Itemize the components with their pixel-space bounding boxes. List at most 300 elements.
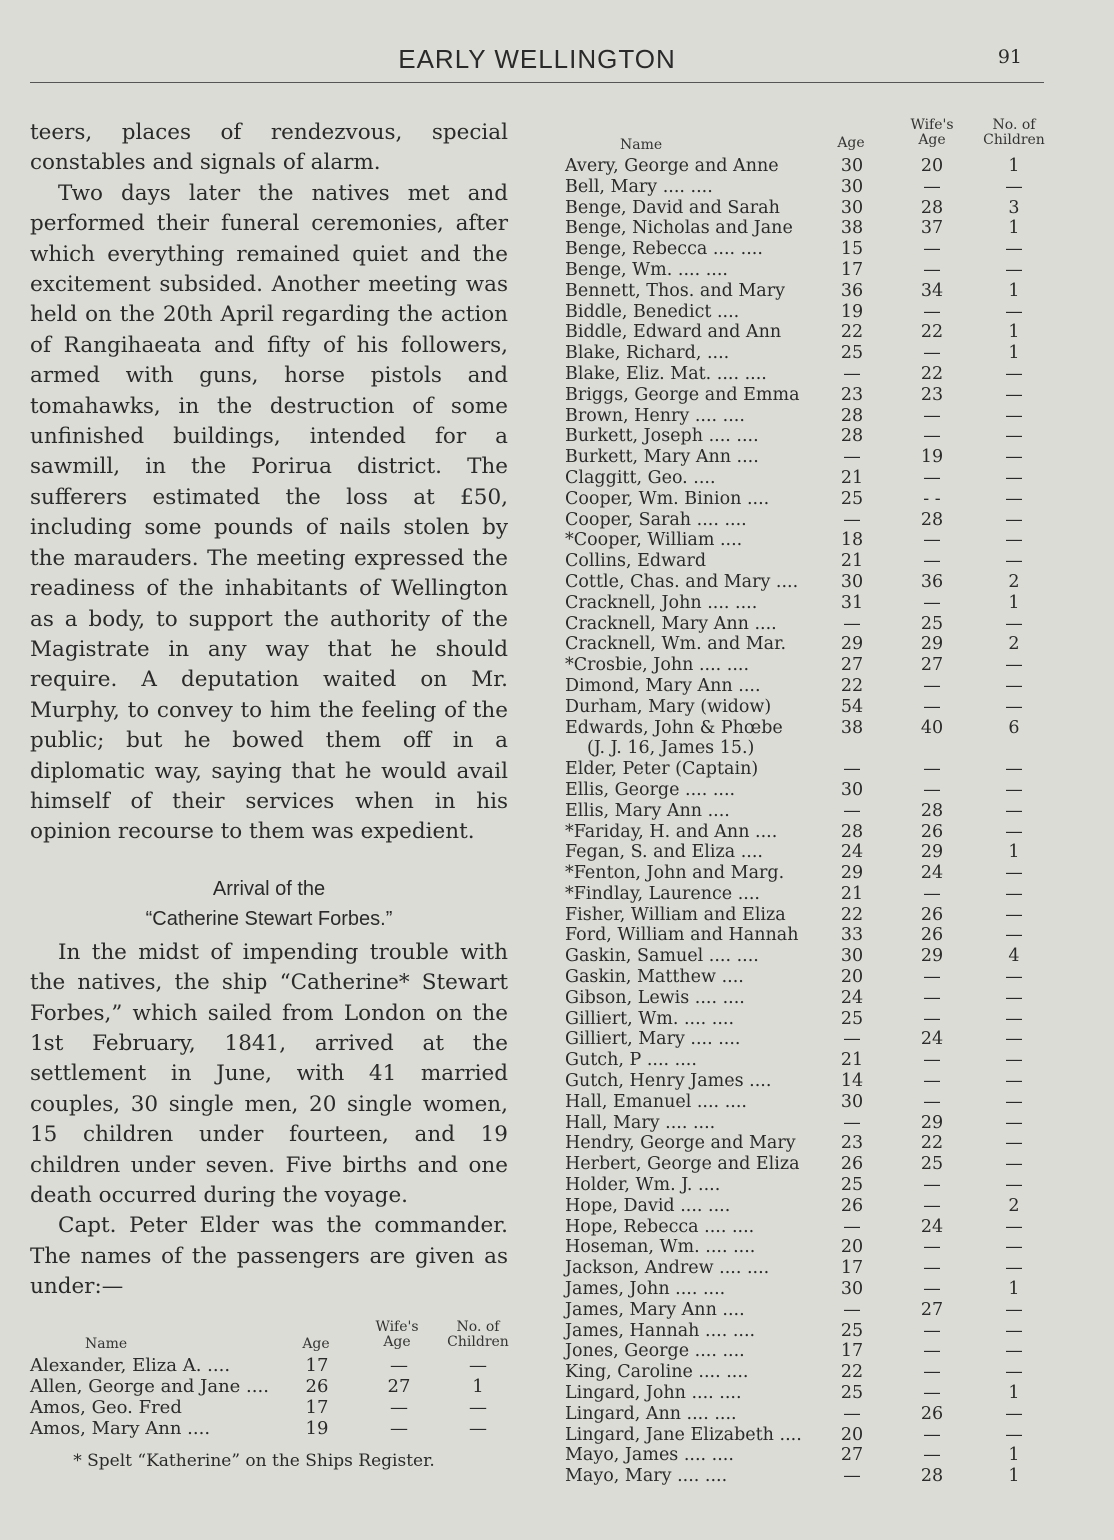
wife-age: 26 [920,904,944,925]
children-count: — [1005,675,1023,696]
passenger-name: Lingard, Jane Elizabeth .... [565,1424,802,1445]
children-count: 1 [1008,322,1020,343]
passenger-age: 27 [840,655,864,676]
children-count: 1 [1008,156,1020,176]
passenger-name: Dimond, Mary Ann .... [565,675,761,696]
passenger-name: Benge, David and Sarah [565,197,780,218]
wife-age: 23 [920,384,944,405]
passenger-name: Benge, Rebecca .... .... [565,239,763,260]
passenger-name: Blake, Eliz. Mat. .... .... [565,363,767,384]
children-count: 1 [1008,1383,1020,1404]
passenger-row [565,489,1055,510]
children-count: — [1005,904,1023,925]
passenger-name: Hall, Mary .... .... [565,1112,716,1133]
passenger-row [565,967,1055,988]
wife-age: — [923,426,941,447]
passenger-row [565,1279,1055,1300]
wife-age: — [923,1424,941,1445]
passenger-row [565,322,1055,343]
passenger-name: Collins, Edward [565,551,707,572]
passenger-name: Brown, Henry .... .... [565,405,745,426]
wife-age: 34 [920,280,944,301]
passenger-row [565,905,1055,926]
wife-age: 26 [920,925,944,946]
wife-age: — [923,1279,941,1300]
passenger-age: — [843,1466,861,1487]
passenger-name: Briggs, George and Emma [565,384,800,405]
passenger-name: *Crosbie, John .... .... [565,655,750,676]
children-count: — [1005,488,1023,509]
passenger-age: 22 [840,1362,864,1383]
passenger-age: 22 [840,322,864,343]
children-count: — [1005,759,1023,780]
passenger-age: — [843,363,861,384]
passenger-age: 28 [840,426,864,447]
wife-age: 29 [920,842,944,863]
passenger-name: Elder, Peter (Captain) [565,759,759,780]
wife-age: 36 [920,571,944,592]
wife-age: 22 [920,322,944,343]
col-header-children: No. of Children [447,1318,509,1350]
children-count: — [1005,239,1023,260]
passenger-row [565,634,1055,655]
wife-age: 22 [920,1133,944,1154]
left-column [30,118,508,1471]
children-count: 1 [1008,1279,1020,1300]
passenger-row [565,1341,1055,1362]
running-title: EARLY WELLINGTON [398,44,676,74]
passenger-row [30,1397,508,1418]
passenger-name: Alexander, Eliza A. .... [30,1354,231,1376]
children-count: — [1005,779,1023,800]
passenger-age: 19 [840,301,864,322]
passenger-row [565,1133,1055,1154]
passenger-name: Hall, Emanuel .... .... [565,1091,747,1112]
wife-age: — [923,1050,941,1071]
children-count: 3 [1008,197,1020,218]
children-count: 1 [1008,1445,1020,1466]
passenger-age: 38 [840,717,864,738]
wife-age: — [923,1091,941,1112]
children-count: 1 [472,1375,484,1397]
passenger-age: — [843,1403,861,1424]
wife-age: 25 [920,1154,944,1175]
wife-age: 28 [920,1466,944,1487]
passenger-name: Burkett, Joseph .... .... [565,426,759,447]
passenger-age: 20 [840,1424,864,1445]
passenger-name: James, Hannah .... .... [565,1320,756,1341]
col-header-age: Age [837,135,865,151]
passenger-age: — [843,613,861,634]
passenger-age: 30 [840,571,864,592]
wife-age: — [923,530,941,551]
passenger-name: Gilliert, Wm. .... .... [565,1008,735,1029]
passenger-age: 27 [840,1445,864,1466]
passenger-name: Holder, Wm. J. .... [565,1175,721,1196]
right-passenger-table [565,156,1055,1487]
passenger-row [565,281,1055,302]
passenger-row [565,156,1055,177]
passenger-row [565,1175,1055,1196]
page-number: 91 [997,46,1022,68]
passenger-row [565,1383,1055,1404]
wife-age: - - [923,488,941,509]
passenger-age: 17 [305,1354,329,1376]
passenger-name: Biddle, Edward and Ann [565,322,782,343]
wife-age: 28 [920,800,944,821]
passenger-age: 36 [840,280,864,301]
passenger-age: 31 [840,592,864,613]
col-header-age: Age [302,1335,330,1352]
wife-age: — [923,1071,941,1092]
children-count: 1 [1008,592,1020,613]
wife-age: 24 [920,1216,944,1237]
passenger-row [565,1362,1055,1383]
passenger-row [565,364,1055,385]
children-count: — [1005,1258,1023,1279]
children-count: — [1005,1112,1023,1133]
children-count: — [1005,987,1023,1008]
wife-age: — [390,1354,408,1376]
passenger-row [565,614,1055,635]
wife-age: 29 [920,1112,944,1133]
children-count: — [1005,696,1023,717]
children-count: — [1005,1008,1023,1029]
passenger-name: *Fariday, H. and Ann .... [565,821,778,842]
wife-age: — [923,592,941,613]
passenger-age: 21 [840,883,864,904]
wife-age: — [923,987,941,1008]
passenger-row [565,1029,1055,1050]
passenger-name: Bennett, Thos. and Mary [565,280,785,301]
children-count: — [1005,821,1023,842]
passenger-age: 30 [840,1279,864,1300]
children-count: — [1005,405,1023,426]
section-heading-line-2: “Catherine Stewart Forbes.” [145,907,393,930]
passenger-age: — [843,1112,861,1133]
wife-age: 27 [387,1375,411,1397]
children-count: — [1005,1341,1023,1362]
passenger-age: 14 [840,1071,864,1092]
passenger-row [565,1217,1055,1238]
passenger-row [565,1258,1055,1279]
wife-age: — [923,1237,941,1258]
passenger-row [565,946,1055,967]
passenger-age: 30 [840,176,864,197]
children-count: — [1005,1216,1023,1237]
passenger-row [565,842,1055,863]
passenger-name: Cracknell, Wm. and Mar. [565,634,787,655]
passenger-row [565,551,1055,572]
passenger-name: Gutch, P .... .... [565,1050,697,1071]
passenger-age: 25 [840,343,864,364]
passenger-name: James, John .... .... [565,1279,726,1300]
passenger-age: 30 [840,1091,864,1112]
passenger-row [565,822,1055,843]
passenger-row [565,1009,1055,1030]
children-count: — [1005,800,1023,821]
children-count: — [1005,1133,1023,1154]
passenger-age: — [843,1029,861,1050]
passenger-name: Mayo, Mary .... .... [565,1466,728,1487]
children-count: — [1005,925,1023,946]
passenger-row [565,1154,1055,1175]
wife-age: 40 [920,717,944,738]
passenger-row [565,1092,1055,1113]
passenger-age: 17 [305,1396,329,1418]
children-count: — [1005,1175,1023,1196]
wife-age: — [923,551,941,572]
passenger-name: Cracknell, Mary Ann .... [565,613,777,634]
wife-age: — [923,1445,941,1466]
passenger-row [565,572,1055,593]
passenger-row [565,1404,1055,1425]
passenger-row [565,218,1055,239]
passenger-row [565,198,1055,219]
wife-age: — [923,1175,941,1196]
passenger-name: Hoseman, Wm. .... .... [565,1237,756,1258]
children-count: — [1005,1320,1023,1341]
children-count: — [1005,863,1023,884]
wife-age: — [923,696,941,717]
children-count: — [1005,1029,1023,1050]
passenger-age: 30 [840,779,864,800]
passenger-age: 28 [840,405,864,426]
passenger-name: *Fenton, John and Marg. [565,863,785,884]
passenger-row [565,447,1055,468]
children-count: — [1005,1091,1023,1112]
wife-age: — [923,405,941,426]
wife-age: — [923,176,941,197]
wife-age: — [923,343,941,364]
wife-age: — [390,1396,408,1418]
passenger-row [565,1425,1055,1446]
paragraph-arrival: In the midst of impending trouble with the natives, the ship “Catherine* Stewart Forbes,” which sailed from London on the 1st February, 1841, arrived at the settlement in June, with 41 married couples, 30 single men, 20 single women, 15 children under fourteen, and 19 children under seven. Five births and one death occurred during the voyage. [30,939,508,1208]
passenger-row [565,1321,1055,1342]
passenger-row [565,1237,1055,1258]
paragraph-passengers-intro: Capt. Peter Elder was the commander. The names of the passengers are given as under:— [30,1213,508,1300]
passenger-row [565,697,1055,718]
passenger-age: 21 [840,1050,864,1071]
passenger-age: — [843,759,861,780]
passenger-name: *Findlay, Laurence .... [565,883,760,904]
wife-age: 28 [920,197,944,218]
passenger-row [565,1466,1055,1487]
passenger-name: *Cooper, William .... [565,530,743,551]
passenger-row [565,177,1055,198]
wife-age: 26 [920,821,944,842]
passenger-name: Ellis, Mary Ann .... [565,800,730,821]
page-header [30,40,1044,83]
passenger-row [565,302,1055,323]
passenger-age: 29 [840,634,864,655]
wife-age: — [923,1383,941,1404]
wife-age: — [923,239,941,260]
passenger-row [565,1196,1055,1217]
passenger-row [565,468,1055,489]
passenger-name: Biddle, Benedict .... [565,301,740,322]
passenger-name: Jackson, Andrew .... .... [565,1258,770,1279]
col-header-children: No. of Children [983,117,1045,148]
passenger-age: 22 [840,675,864,696]
wife-age: — [390,1417,408,1439]
wife-age: — [923,967,941,988]
passenger-name: Edwards, John & Phœbe [565,717,783,738]
passenger-name: Amos, Geo. Fred [30,1396,182,1418]
passenger-name: Cooper, Sarah .... .... [565,509,747,530]
children-count: — [1005,1362,1023,1383]
passenger-age: 23 [840,1133,864,1154]
wife-age: 37 [920,218,944,239]
passenger-age: 20 [840,1237,864,1258]
children-count: — [1005,363,1023,384]
passenger-name: (J. J. 16, James 15.) [587,738,755,759]
passenger-name: James, Mary Ann .... [565,1299,745,1320]
passenger-name: Blake, Richard, .... [565,343,730,364]
wife-age: — [923,1008,941,1029]
footnote: * Spelt “Katherine” on the Ships Register. [73,1450,435,1471]
wife-age: 25 [920,613,944,634]
wife-age: 28 [920,509,944,530]
children-count: — [1005,447,1023,468]
passenger-row [565,530,1055,551]
passenger-name: Hope, David .... .... [565,1195,731,1216]
passenger-age: — [843,1299,861,1320]
passenger-row [565,780,1055,801]
children-count: — [1005,655,1023,676]
wife-age: — [923,883,941,904]
children-count: — [1005,1050,1023,1071]
children-count: 2 [1008,1195,1020,1216]
children-count: — [1005,1424,1023,1445]
passenger-age: 29 [840,863,864,884]
passenger-age: 26 [305,1375,329,1397]
passenger-row [565,925,1055,946]
passenger-row [565,426,1055,447]
wife-age: — [923,1362,941,1383]
section-heading-line-1: Arrival of the [212,877,326,900]
passenger-age: 33 [840,925,864,946]
left-passenger-table [30,1355,508,1439]
wife-age: 27 [920,655,944,676]
wife-age: 22 [920,363,944,384]
passenger-age: 26 [840,1195,864,1216]
children-count: 1 [1008,842,1020,863]
passenger-row [30,1418,508,1439]
wife-age: 27 [920,1299,944,1320]
wife-age: — [923,779,941,800]
passenger-age: 17 [840,1341,864,1362]
children-count: — [1005,1299,1023,1320]
passenger-age: 20 [840,967,864,988]
children-count: 4 [1008,946,1020,967]
wife-age: — [923,675,941,696]
passenger-name: Gilliert, Mary .... .... [565,1029,741,1050]
passenger-name: Fegan, S. and Eliza .... [565,842,763,863]
passenger-row [565,801,1055,822]
col-header-wife-age: Wife's Age [375,1318,419,1350]
wife-age: 29 [920,946,944,967]
passenger-age: 30 [840,197,864,218]
passenger-age: — [843,1216,861,1237]
passenger-row [565,655,1055,676]
passenger-row [565,1300,1055,1321]
children-count: — [1005,551,1023,572]
wife-age: — [923,467,941,488]
passenger-row [565,676,1055,697]
passenger-row [565,759,1055,780]
passenger-row [565,884,1055,905]
wife-age: — [923,1341,941,1362]
wife-age: — [923,259,941,280]
passenger-row [565,385,1055,406]
children-count: — [1005,883,1023,904]
passenger-name: Herbert, George and Eliza [565,1154,800,1175]
passenger-age: — [843,447,861,468]
children-count: — [1005,967,1023,988]
passenger-row [30,1376,508,1397]
passenger-name: Lingard, Ann .... .... [565,1403,737,1424]
passenger-age: 17 [840,259,864,280]
children-count: — [1005,176,1023,197]
children-count: — [1005,1071,1023,1092]
right-table-header [565,116,1055,156]
wife-age: 20 [920,156,944,176]
passenger-name: Cracknell, John .... .... [565,592,758,613]
children-count: 1 [1008,280,1020,301]
passenger-age: 21 [840,551,864,572]
passenger-name: Jones, George .... .... [565,1341,745,1362]
passenger-row [565,738,1055,759]
passenger-row [565,239,1055,260]
wife-age: — [923,1258,941,1279]
passenger-row [565,1113,1055,1134]
passenger-name: King, Caroline .... .... [565,1362,749,1383]
passenger-row [565,1071,1055,1092]
passenger-name: Hendry, George and Mary [565,1133,796,1154]
passenger-age: 25 [840,1320,864,1341]
children-count: — [1005,426,1023,447]
children-count: 1 [1008,218,1020,239]
children-count: — [469,1354,487,1376]
right-column [565,116,1055,1487]
passenger-age: 25 [840,1175,864,1196]
children-count: 1 [1008,1466,1020,1487]
passenger-age: 17 [840,1258,864,1279]
children-count: — [1005,259,1023,280]
passenger-age: 19 [305,1417,329,1439]
children-count: — [1005,509,1023,530]
passenger-name: Gibson, Lewis .... .... [565,987,745,1008]
passenger-age: 25 [840,488,864,509]
left-table-header [30,1313,508,1355]
passenger-row [565,1445,1055,1466]
passenger-row [565,718,1055,739]
children-count: 6 [1008,717,1020,738]
wife-age: — [923,759,941,780]
passenger-row [565,406,1055,427]
passenger-name: Durham, Mary (widow) [565,696,772,717]
passenger-age: — [843,800,861,821]
passenger-name: Ellis, George .... .... [565,779,736,800]
passenger-age: 30 [840,946,864,967]
col-header-name: Name [620,137,663,153]
passenger-name: Gaskin, Samuel .... .... [565,946,759,967]
passenger-name: Gaskin, Matthew .... [565,967,744,988]
passenger-age: 24 [840,987,864,1008]
wife-age: 24 [920,863,944,884]
passenger-age: 25 [840,1383,864,1404]
